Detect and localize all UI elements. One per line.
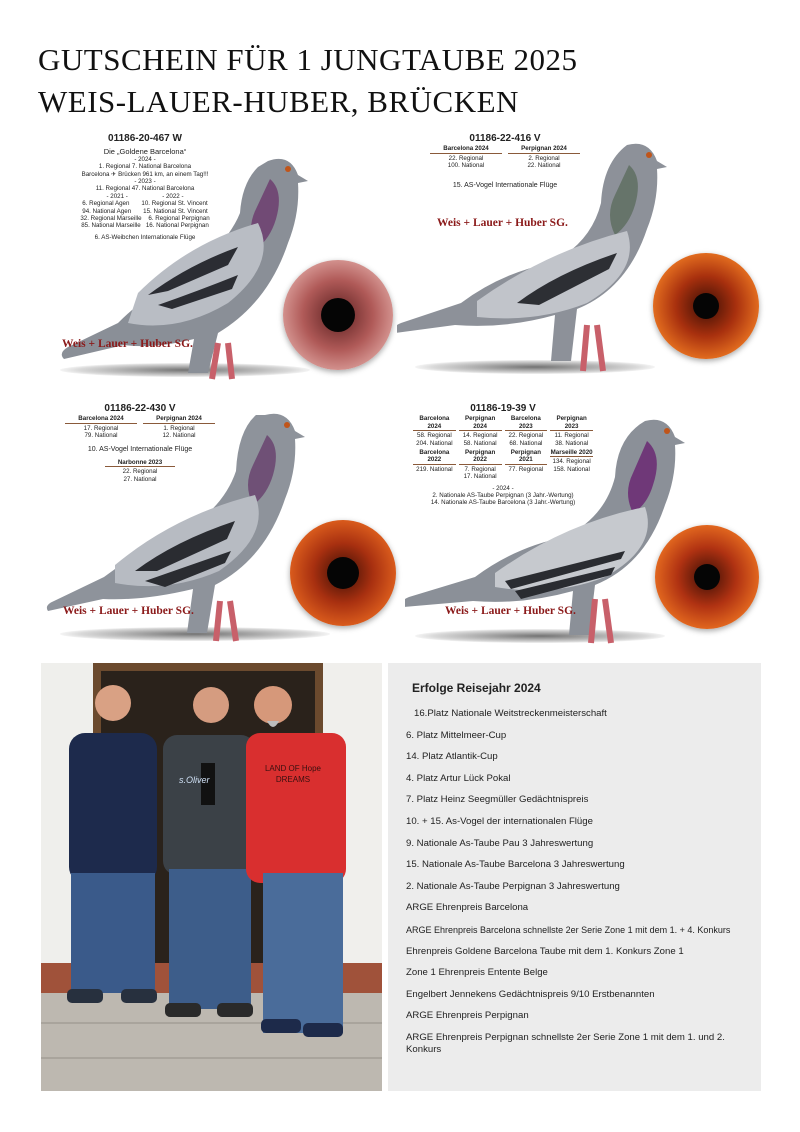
list-item: 14. Platz Atlantik-Cup: [406, 751, 498, 763]
list-item: ARGE Ehrenpreis Barcelona: [406, 902, 529, 914]
result-head: Marseille 2020: [550, 449, 593, 457]
list-item: 4. Platz Artur Lück Pokal: [406, 772, 511, 784]
pigeon-4-note: 2. Nationale AS-Taube Perpignan (3 Jahr.-Wertung): [432, 492, 574, 500]
result-head: Narbonne 2023: [105, 459, 175, 467]
result-line: 14. Regional: [462, 432, 498, 440]
pigeon-1-line: 6. AS-Weibchen Internationale Flüge: [94, 233, 196, 241]
pigeon-3-eye: [290, 520, 396, 626]
results-sheet: [388, 663, 761, 1091]
pigeon-card-4: [405, 405, 765, 655]
result-line: 27. National: [123, 475, 157, 483]
team-photo-image: [41, 663, 382, 1091]
result-line: 22. Regional: [122, 468, 158, 476]
result-head: Barcelona 2022: [413, 449, 456, 465]
pigeon-1-line: - 2021 - - 2022 -: [106, 192, 184, 200]
pigeon-1-eye: [283, 260, 393, 370]
voucher-title: GUTSCHEIN FÜR 1 JUNGTAUBE 2025: [38, 42, 578, 77]
results-list: [406, 708, 751, 1062]
result-head: Perpignan 2021: [505, 449, 548, 465]
list-item: 2. Nationale As-Taube Perpignan 3 Jahreswertung: [406, 880, 620, 892]
result-line: 38. National: [555, 439, 589, 447]
pigeon-2-ring: 01186-22-416 V: [469, 133, 541, 144]
list-item: Zone 1 Ehrenpreis Entente Belge: [406, 967, 548, 979]
result-line: 1. Regional: [163, 424, 195, 432]
list-item: 16.Platz Nationale Weitstreckenmeisterschaft: [414, 708, 607, 719]
result-head: Barcelona 2024: [430, 145, 502, 153]
result-line: 134. Regional: [552, 458, 591, 466]
pigeon-4-note: - 2024 -: [492, 484, 514, 492]
list-item: 10. + 15. As-Vogel der internationalen Flüge: [406, 815, 593, 827]
pigeon-1-line: Barcelona ✈ Brücken 961 km, an einem Tag!!!: [81, 170, 209, 178]
result-line: 7. Regional: [464, 465, 496, 473]
pigeon-2-brand: Weis + Lauer + Huber SG.: [437, 217, 568, 229]
pigeon-1-line: - 2023 -: [134, 178, 156, 186]
result-line: 17. National: [463, 473, 497, 481]
pigeon-1-ring: 01186-20-467 W: [108, 133, 182, 144]
pigeon-1-line: 32. Regional Marseille 6. Regional Perpignan: [80, 215, 210, 223]
pigeon-1-brand: Weis + Lauer + Huber SG.: [62, 338, 193, 350]
pigeon-1-line: 11. Regional 47. National Barcelona: [95, 185, 195, 193]
shirt-print-middle: s.Oliver: [179, 775, 210, 785]
result-line: 68. National: [509, 439, 543, 447]
pigeon-3-brand: Weis + Lauer + Huber SG.: [63, 605, 194, 617]
result-line: 100. National: [447, 162, 485, 170]
result-line: 58. National: [463, 439, 497, 447]
result-line: 12. National: [162, 432, 196, 440]
list-item: ARGE Ehrenpreis Perpignan schnellste 2er Serie Zone 1 mit dem 1. und 2. Konkurs: [406, 1031, 725, 1055]
pigeon-1-nickname: Die „Goldene Barcelona“: [103, 147, 187, 157]
result-head: Perpignan 2023: [550, 415, 593, 431]
pigeon-4-note: 14. Nationale AS-Taube Barcelona (3 Jahr.-Wertung): [430, 499, 576, 507]
result-head: Perpignan 2024: [508, 145, 580, 153]
pigeon-card-2: [405, 135, 765, 385]
pigeon-2-eye: [653, 253, 759, 359]
result-line: 79. National: [84, 432, 118, 440]
pigeon-1-line: 1. Regional 7. National Barcelona: [98, 163, 192, 171]
list-item: ARGE Ehrenpreis Perpignan: [406, 1010, 529, 1022]
result-head: Barcelona 2024: [65, 415, 137, 423]
result-line: 2. Regional: [528, 154, 560, 162]
pigeon-3-ring: 01186-22-430 V: [104, 403, 176, 414]
result-line: 219. National: [416, 465, 453, 473]
pigeon-4-eye: [655, 525, 759, 629]
list-item: ARGE Ehrenpreis Barcelona schnellste 2er Serie Zone 1 mit dem 1. + 4. Konkurs: [406, 924, 731, 935]
result-head: Perpignan 2022: [459, 449, 502, 465]
result-head: Perpignan 2024: [143, 415, 215, 423]
list-item: Engelbert Jennekens Gedächtnispreis 9/10 Erstbenannten: [406, 988, 655, 1000]
result-line: 22. National: [527, 162, 561, 170]
result-head: Perpignan 2024: [459, 415, 502, 431]
list-item: Ehrenpreis Goldene Barcelona Taube mit dem 1. Konkurs Zone 1: [406, 945, 684, 957]
list-item: 7. Platz Heinz Seegmüller Gedächtnispreis: [406, 794, 589, 806]
pigeon-2-image: [397, 135, 687, 375]
result-line: 22. Regional: [508, 432, 544, 440]
list-item: 15. Nationale As-Taube Barcelona 3 Jahreswertung: [406, 859, 625, 871]
list-item: 9. Nationale As-Taube Pau 3 Jahreswertung: [406, 837, 594, 849]
pigeon-4-brand: Weis + Lauer + Huber SG.: [445, 605, 576, 617]
pigeon-card-1: [40, 135, 400, 385]
list-item: 6. Platz Mittelmeer-Cup: [406, 729, 507, 741]
shirt-print-right: LAND OF Hope DREAMS: [264, 764, 322, 784]
pigeon-1-line: 85. National Marseille 16. National Perpignan: [81, 222, 209, 230]
loft-name: WEIS-LAUER-HUBER, BRÜCKEN: [38, 84, 519, 119]
team-photo: [41, 663, 382, 1091]
result-line: 58. Regional: [417, 432, 452, 440]
pigeon-card-3: [40, 405, 400, 655]
pigeon-1-line: 6. Regional Agen 10. Regional St. Vincent: [82, 200, 208, 208]
pigeon-4-ring: 01186-19-39 V: [470, 403, 536, 414]
pigeon-1-line: 94. National Agen 15. National St. Vincent: [82, 207, 208, 215]
result-line: 22. Regional: [448, 154, 484, 162]
pigeon-2-note: 15. AS-Vogel Internationale Flüge: [452, 181, 558, 189]
result-head: Barcelona 2024: [413, 415, 456, 431]
pigeon-3-note: 10. AS-Vogel Internationale Flüge: [87, 445, 193, 453]
pigeon-1-line: - 2024 -: [134, 155, 156, 163]
result-line: 17. Regional: [83, 424, 119, 432]
result-line: 204. National: [416, 439, 453, 447]
result-head: Barcelona 2023: [505, 415, 548, 431]
result-line: 11. Regional: [554, 432, 589, 440]
result-line: 77. Regional: [508, 465, 544, 473]
results-title: Erfolge Reisejahr 2024: [412, 681, 541, 695]
result-line: 158. National: [553, 465, 590, 473]
